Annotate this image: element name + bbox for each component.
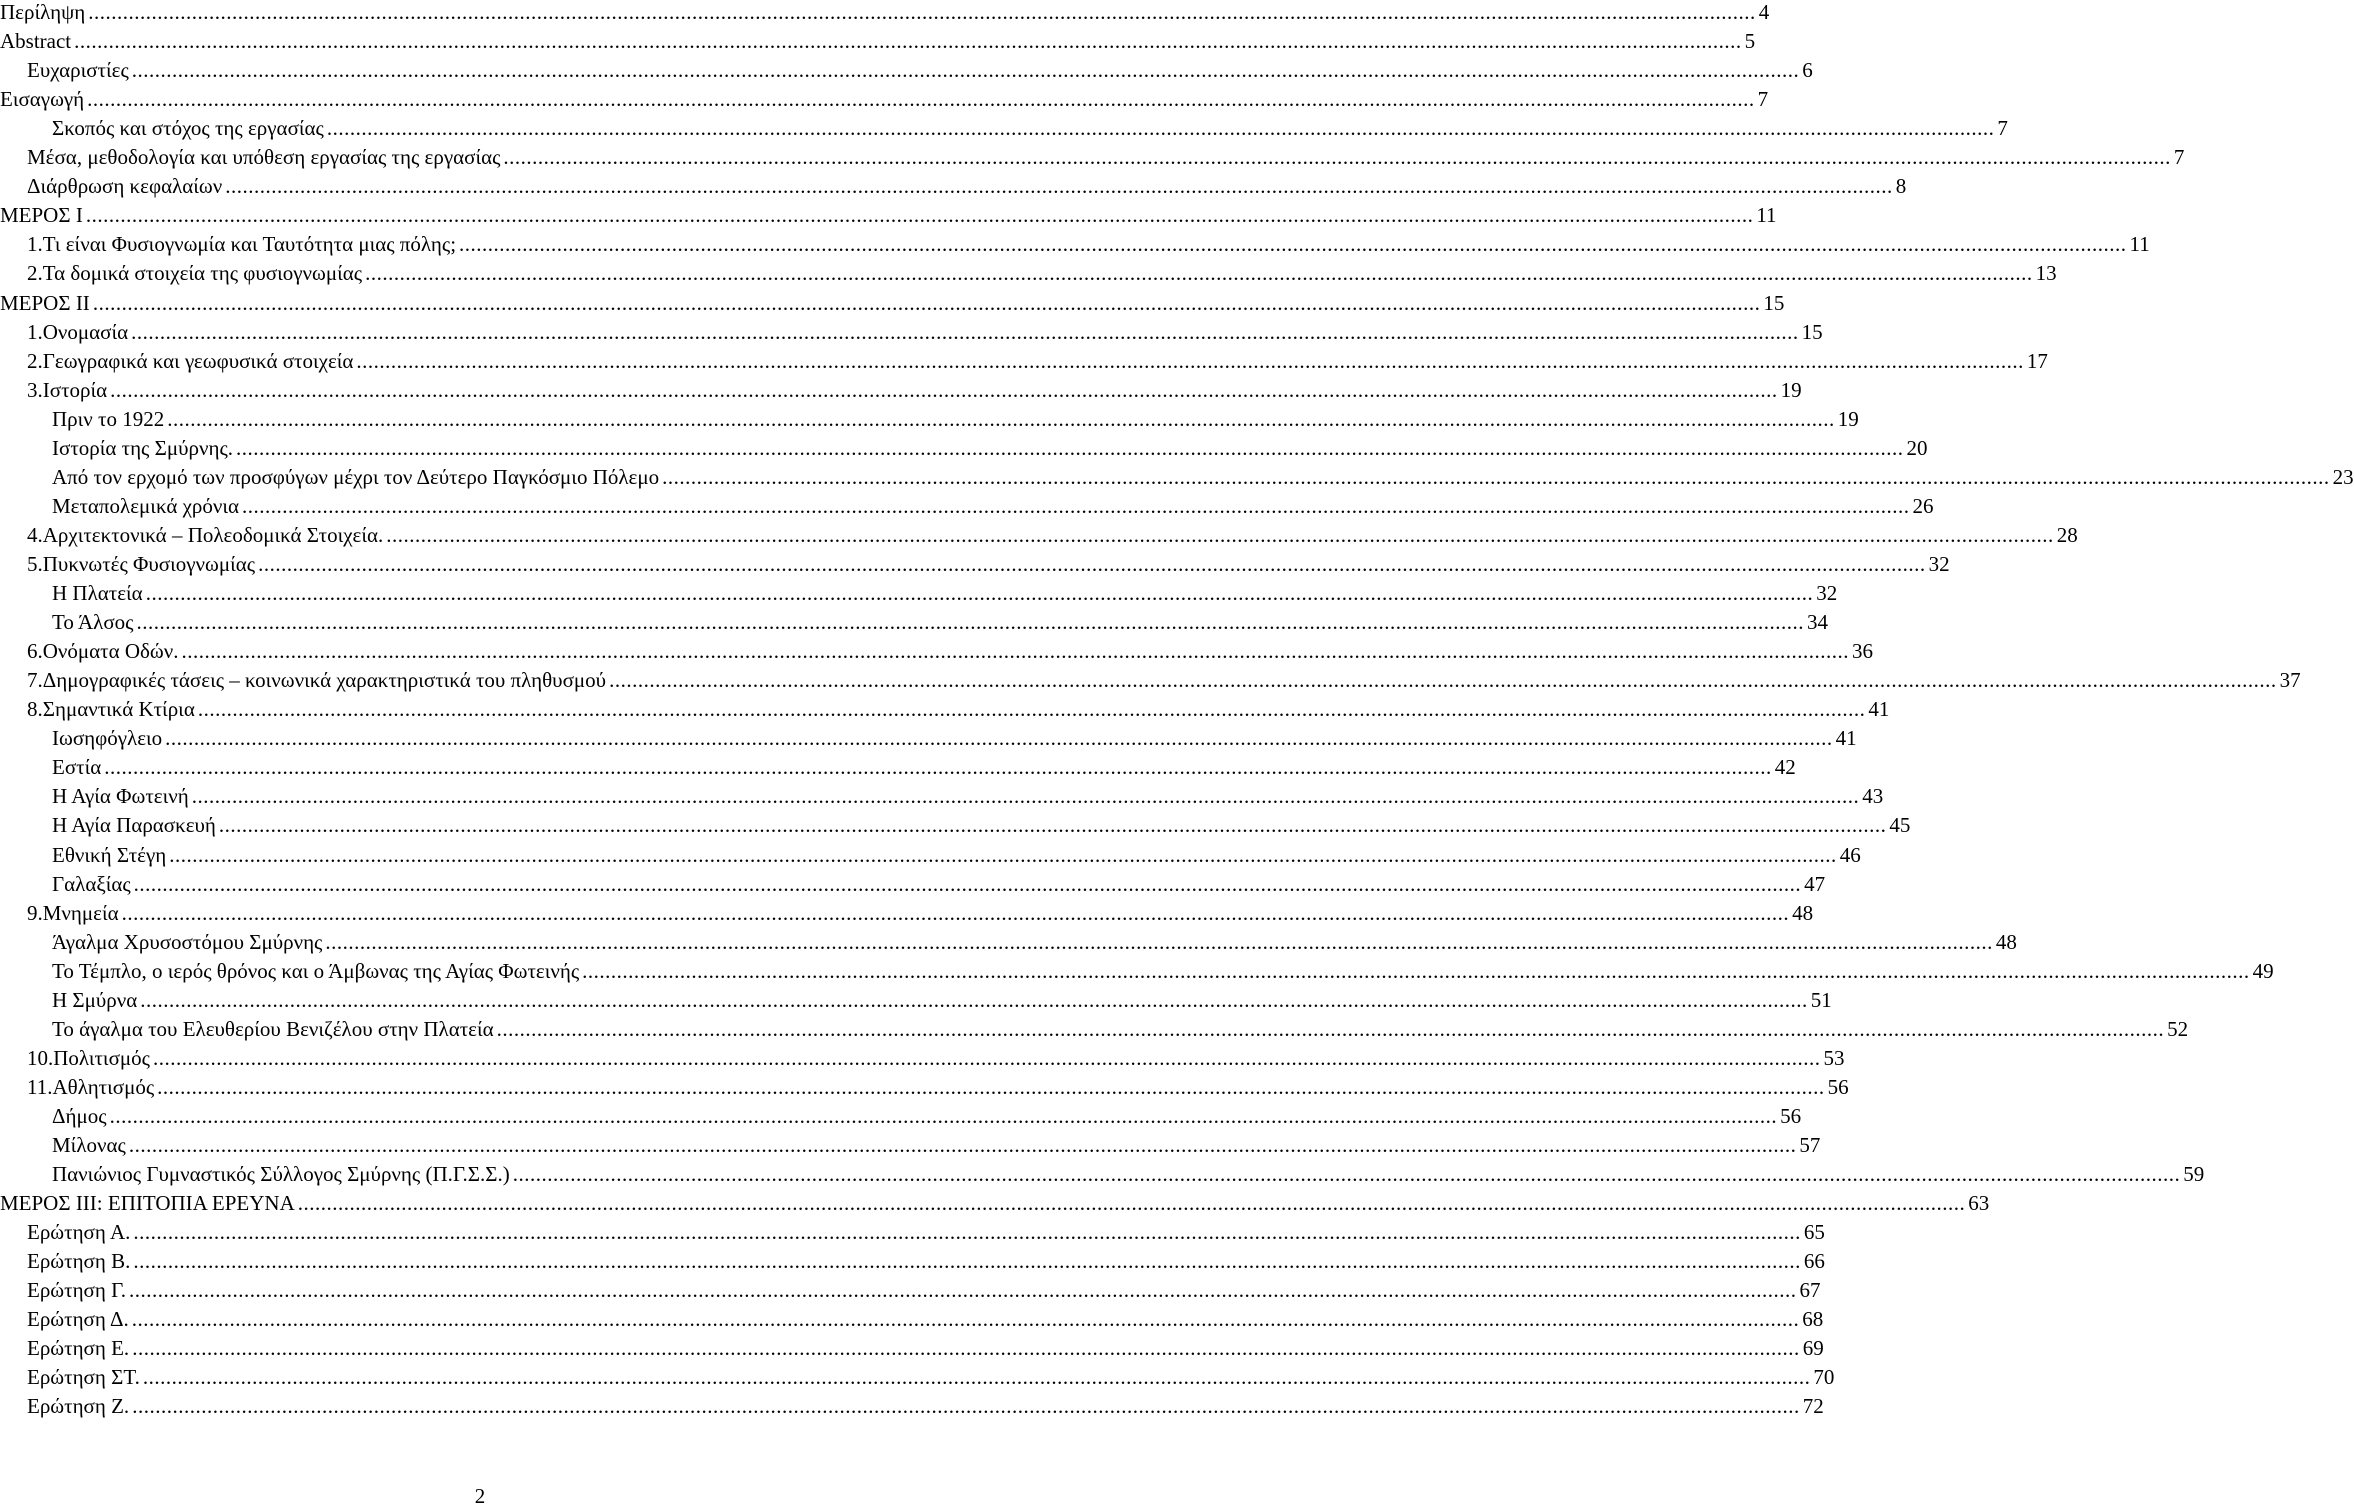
toc-entry[interactable]: [0, 492, 1934, 521]
toc-entry-title: Abstract: [0, 29, 72, 54]
toc-entry-title: Ερώτηση Α.: [27, 1220, 131, 1245]
toc-entry-page: 23: [2332, 464, 2354, 489]
toc-entry-page: 41: [1868, 697, 1890, 722]
toc-entry-page: 13: [2035, 261, 2057, 286]
toc-entry[interactable]: [0, 463, 2354, 492]
toc-entry-page: 11: [2129, 232, 2150, 257]
toc-entry[interactable]: [0, 405, 1859, 434]
toc-entry-title: 2.Γεωγραφικά και γεωφυσικά στοιχεία: [27, 348, 354, 373]
toc-entry[interactable]: [0, 1392, 1824, 1421]
toc-entry-title: Ερώτηση Ζ.: [27, 1394, 130, 1419]
page-number: 2: [474, 1484, 486, 1508]
toc-entry[interactable]: [0, 841, 1861, 870]
toc-entry-page: 7: [1757, 87, 1769, 112]
toc-entry-page: 69: [1802, 1336, 1824, 1361]
toc-entry-title: Ερώτηση Γ.: [27, 1278, 126, 1303]
toc-entry[interactable]: [0, 56, 1813, 85]
toc-entry-page: 34: [1806, 610, 1828, 635]
toc-dot-leader: [74, 27, 1742, 56]
toc-entry-title: 1.Τι είναι Φυσιογνωμία και Ταυτότητα μιας πόλης;: [27, 232, 457, 257]
toc-dot-leader: [192, 782, 1860, 811]
toc-entry-title: ΜΕΡΟΣ Ι: [0, 203, 83, 228]
toc-entry[interactable]: [0, 289, 1785, 318]
toc-entry-title: Πριν το 1922: [52, 406, 165, 431]
toc-entry[interactable]: [0, 434, 1928, 463]
toc-entry-page: 4: [1758, 0, 1770, 24]
toc-dot-leader: [225, 172, 1893, 201]
toc-entry-page: 20: [1906, 435, 1928, 460]
toc-entry-title: Σκοπός και στόχος της εργασίας: [52, 116, 324, 141]
toc-dot-leader: [327, 114, 1995, 143]
toc-entry-page: 26: [1912, 493, 1934, 518]
toc-dot-leader: [87, 85, 1755, 114]
toc-dot-leader: [110, 1102, 1778, 1131]
toc-entry-page: 70: [1813, 1365, 1835, 1390]
toc-entry[interactable]: [0, 0, 1770, 27]
toc-entry-title: Το άγαλμα του Ελευθερίου Βενιζέλου στην Πλατεία: [52, 1016, 494, 1041]
toc-entry-page: 49: [2252, 958, 2274, 983]
toc-dot-leader: [242, 492, 1910, 521]
toc-dot-leader: [129, 1276, 1797, 1305]
toc-entry-title: 2.Τα δομικά στοιχεία της φυσιογνωμίας: [27, 261, 363, 286]
toc-entry-page: 72: [1802, 1394, 1824, 1419]
toc-entry-page: 41: [1835, 726, 1857, 751]
toc-entry[interactable]: [0, 376, 1802, 405]
toc-dot-leader: [143, 1363, 1811, 1392]
toc-dot-leader: [86, 201, 1754, 230]
toc-entry[interactable]: [0, 1102, 1802, 1131]
toc-entry-page: 37: [2279, 668, 2301, 693]
toc-entry-page: 42: [1774, 755, 1796, 780]
toc-dot-leader: [356, 347, 2024, 376]
toc-entry-page: 5: [1744, 29, 1756, 54]
toc-dot-leader: [93, 289, 1761, 318]
toc-entry[interactable]: [0, 986, 1832, 1015]
toc-entry-title: Η Αγία Παρασκευή: [52, 813, 216, 838]
toc-dot-leader: [325, 928, 1993, 957]
toc-entry[interactable]: [0, 1276, 1821, 1305]
toc-entry[interactable]: [0, 695, 1890, 724]
toc-entry-page: 45: [1889, 813, 1911, 838]
toc-entry[interactable]: [0, 1160, 2205, 1189]
toc-entry-title: Εθνική Στέγη: [52, 842, 167, 867]
toc-entry[interactable]: [0, 811, 1911, 840]
toc-dot-leader: [513, 1160, 2181, 1189]
toc-entry-title: Μεταπολεμικά χρόνια: [52, 493, 240, 518]
toc-dot-leader: [219, 811, 1887, 840]
toc-entry-title: Η Σμύρνα: [52, 987, 138, 1012]
toc-entry[interactable]: [0, 347, 2048, 376]
toc-entry[interactable]: [0, 318, 1823, 347]
toc-dot-leader: [386, 521, 2054, 550]
toc-entry[interactable]: [0, 579, 1838, 608]
toc-entry-page: 32: [1816, 581, 1838, 605]
toc-entry[interactable]: [0, 1189, 1990, 1218]
toc-dot-leader: [136, 608, 1804, 637]
toc-entry-title: Ερώτηση ΣΤ.: [27, 1365, 140, 1390]
toc-entry[interactable]: [0, 1247, 1825, 1276]
toc-entry-page: 56: [1780, 1103, 1802, 1128]
toc-dot-leader: [365, 259, 2033, 288]
toc-entry-page: 32: [1928, 552, 1950, 576]
toc-entry-title: Ερώτηση Δ.: [27, 1307, 129, 1332]
toc-entry[interactable]: [0, 870, 1826, 899]
toc-entry[interactable]: [0, 1218, 1825, 1247]
toc-entry-title: 9.Μνημεία: [27, 900, 119, 925]
toc-entry[interactable]: [0, 782, 1884, 811]
toc-entry-title: Πανιώνιος Γυμναστικός Σύλλογος Σμύρνης (Π.Γ.Σ.Σ.): [52, 1162, 510, 1186]
toc-entry-title: 4.Αρχιτεκτονικά – Πολεοδομικά Στοιχεία.: [27, 522, 384, 547]
toc-entry-title: Εισαγωγή: [0, 87, 85, 112]
toc-entry[interactable]: [0, 1015, 2189, 1044]
toc-dot-leader: [132, 1305, 1800, 1334]
toc-entry-page: 15: [1763, 290, 1785, 315]
toc-entry[interactable]: [0, 1334, 1824, 1363]
toc-entry-title: 3.Ιστορία: [27, 377, 108, 402]
toc-entry-title: Μίλονας: [52, 1133, 126, 1157]
toc-entry[interactable]: [0, 85, 1769, 114]
toc-entry-page: 66: [1803, 1249, 1825, 1274]
toc-dot-leader: [140, 986, 1808, 1015]
toc-dot-leader: [167, 405, 1835, 434]
toc-entry-title: 8.Σημαντικά Κτίρια: [27, 697, 195, 722]
toc-entry-page: 68: [1802, 1307, 1824, 1332]
toc-entry-title: Ερώτηση Ε.: [27, 1336, 130, 1361]
toc-dot-leader: [165, 724, 1833, 753]
toc-entry-title: Μέσα, μεθοδολογία και υπόθεση εργασίας της εργασίας: [27, 145, 501, 170]
toc-entry-page: 67: [1799, 1278, 1821, 1303]
toc-entry-title: Η Αγία Φωτεινή: [52, 784, 189, 809]
toc-entry-page: 65: [1803, 1220, 1825, 1245]
toc-entry[interactable]: [0, 608, 1828, 637]
toc-dot-leader: [146, 579, 1814, 608]
toc-entry-title: Δήμος: [52, 1103, 107, 1128]
toc-dot-leader: [236, 434, 1904, 463]
toc-dot-leader: [198, 695, 1866, 724]
toc-entry[interactable]: [0, 172, 1907, 201]
toc-entry-title: Ερώτηση Β.: [27, 1249, 131, 1274]
toc-dot-leader: [157, 1073, 1825, 1102]
toc-entry[interactable]: [0, 637, 1873, 666]
toc-entry-page: 52: [2167, 1016, 2189, 1041]
toc-entry-title: 10.Πολιτισμός: [27, 1045, 150, 1070]
toc-entry-title: 11.Αθλητισμός: [27, 1074, 155, 1099]
toc-entry-page: 53: [1823, 1045, 1845, 1070]
toc-entry[interactable]: [0, 550, 1950, 579]
toc-entry[interactable]: [0, 1073, 1849, 1102]
toc-entry[interactable]: [0, 27, 1756, 56]
toc-dot-leader: [133, 1218, 1801, 1247]
toc-dot-leader: [132, 56, 1800, 85]
toc-dot-leader: [132, 1392, 1800, 1421]
toc-dot-leader: [131, 318, 1799, 347]
toc-dot-leader: [132, 1334, 1800, 1363]
toc-entry[interactable]: [0, 957, 2274, 986]
toc-entry-title: Περίληψη: [0, 0, 86, 24]
toc-entry-title: 6.Ονόματα Οδών.: [27, 639, 179, 664]
toc-entry-title: ΜΕΡΟΣ ΙΙΙ: ΕΠΙΤΟΠΙΑ ΕΡΕΥΝΑ: [0, 1191, 295, 1215]
toc-entry[interactable]: [0, 1044, 1845, 1073]
toc-entry-title: Ιωσηφόγλειο: [52, 726, 163, 751]
toc-dot-leader: [609, 666, 2277, 695]
toc-entry[interactable]: [0, 753, 1796, 782]
toc-entry-title: Το Τέμπλο, ο ιερός θρόνος και ο Άμβωνας της Αγίας Φωτεινής: [52, 958, 580, 983]
toc-entry-page: 43: [1862, 784, 1884, 809]
toc-entry-title: 7.Δημογραφικές τάσεις – κοινωνικά χαρακτηριστικά του πληθυσμού: [27, 668, 607, 693]
toc-entry-title: Ιστορία της Σμύρνης.: [52, 435, 234, 460]
toc-entry-page: 46: [1839, 842, 1861, 867]
toc-entry[interactable]: [0, 666, 2301, 695]
toc-dot-leader: [88, 0, 1756, 27]
toc-entry-title: 5.Πυκνωτές Φυσιογνωμίας: [27, 552, 256, 576]
toc-entry-page: 7: [1997, 116, 2008, 141]
toc-dot-leader: [662, 463, 2330, 492]
toc-entry-page: 6: [1802, 58, 1813, 83]
toc-dot-leader: [169, 841, 1837, 870]
toc-entry-page: 48: [1792, 900, 1814, 925]
toc-entry-title: Διάρθρωση κεφαλαίων: [27, 174, 223, 199]
toc-entry[interactable]: [0, 521, 2078, 550]
toc-dot-leader: [298, 1189, 1966, 1218]
toc-entry[interactable]: [0, 724, 1857, 753]
toc-entry-title: Ευχαριστίες: [27, 58, 129, 83]
toc-entry-page: 11: [1756, 203, 1777, 228]
toc-entry-title: Εστία: [52, 755, 102, 780]
toc-entry-page: 28: [2056, 522, 2078, 547]
toc-dot-leader: [503, 143, 2171, 172]
toc-dot-leader: [459, 230, 2127, 259]
toc-entry[interactable]: [0, 1363, 1835, 1392]
toc-entry[interactable]: [0, 143, 2185, 172]
toc-entry-title: 1.Ονομασία: [27, 319, 129, 344]
toc-entry[interactable]: [0, 1305, 1824, 1334]
toc-entry[interactable]: [0, 928, 2017, 957]
toc-entry[interactable]: [0, 899, 1814, 928]
toc-entry-page: 47: [1804, 871, 1826, 896]
toc-entry[interactable]: [0, 259, 2057, 288]
toc-entry-page: 36: [1852, 639, 1873, 664]
toc-dot-leader: [122, 899, 1790, 928]
toc-entry-page: 17: [2026, 348, 2048, 373]
toc-dot-leader: [497, 1015, 2165, 1044]
toc-entry-title: Από τον ερχομό των προσφύγων μέχρι τον Δεύτερο Παγκόσμιο Πόλεμο: [52, 464, 660, 489]
toc-entry-page: 19: [1780, 377, 1802, 402]
toc-entry-title: ΜΕΡΟΣ ΙΙ: [0, 290, 90, 315]
toc-entry-page: 48: [1995, 929, 2017, 954]
toc-entry-page: 7: [2173, 145, 2185, 170]
toc-dot-leader: [582, 957, 2250, 986]
toc-dot-leader: [182, 637, 1850, 666]
toc-entry[interactable]: [0, 230, 2150, 259]
toc-entry[interactable]: [0, 201, 1777, 230]
toc-entry[interactable]: [0, 1131, 1821, 1160]
toc-dot-leader: [129, 1131, 1797, 1160]
toc-entry-title: Γαλαξίας: [52, 871, 131, 896]
toc-entry-page: 19: [1837, 406, 1859, 431]
toc-entry-title: Η Πλατεία: [52, 581, 143, 605]
toc-entry-page: 51: [1810, 987, 1832, 1012]
toc-entry-page: 15: [1801, 319, 1823, 344]
toc-entry-page: 56: [1827, 1074, 1849, 1099]
toc-entry[interactable]: [0, 114, 2008, 143]
toc-entry-page: 63: [1968, 1191, 1990, 1215]
toc-dot-leader: [104, 753, 1772, 782]
toc-entry-page: 59: [2183, 1162, 2205, 1186]
toc-entry-title: Άγαλμα Χρυσοστόμου Σμύρνης: [52, 929, 323, 954]
toc-dot-leader: [133, 1247, 1801, 1276]
toc-dot-leader: [258, 550, 1926, 579]
toc-dot-leader: [110, 376, 1778, 405]
toc-dot-leader: [153, 1044, 1821, 1073]
toc-entry-page: 57: [1799, 1133, 1821, 1157]
toc-entry-page: 8: [1895, 174, 1907, 199]
toc-entry-title: Το Άλσος: [52, 610, 134, 635]
toc-dot-leader: [134, 870, 1802, 899]
